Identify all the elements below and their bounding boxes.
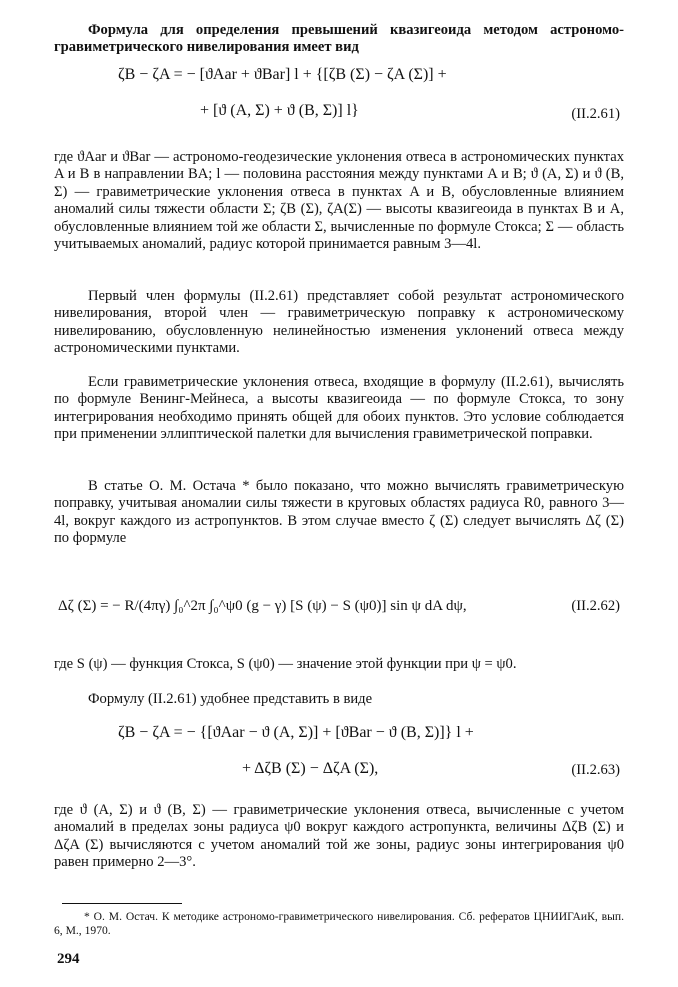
paragraph-wening-meinesz: Если гравиметрические уклонения отвеса, входящие в формулу (II.2.61), вычислять по формуле Венинг-Мейнеса, а высоты квазигеоида — по формуле Стокса, то зону интегрирования необходимо принять общей для обоих пунктов. Это условие соблюдается при применении эллиптической палетки для вычисления гравиметрической поправки. bbox=[54, 374, 624, 443]
paragraph-first-term: Первый член формулы (II.2.61) представляет собой результат астрономического нивелирования, второй член — гравиметрическую поправку к астрономическому нивелированию, обусловленную нелинейностью изменения уклонений отвеса между астрономическими пунктами. bbox=[54, 288, 624, 357]
equation-2-63-line-1: ζB − ζA = − {[ϑAar − ϑ (A, Σ)] + [ϑBar − ϑ (B, Σ)]} l + bbox=[118, 724, 474, 741]
equation-2-62: Δζ (Σ) = − R/(4πγ) ∫₀^2π ∫₀^ψ0 (g − γ) [S (ψ) − S (ψ0)] sin ψ dA dψ, bbox=[58, 598, 467, 614]
paragraph-gravimetric-deflections: где ϑ (A, Σ) и ϑ (B, Σ) — гравиметрические уклонения отвеса, вычисленные с учетом аномалий в пределах зоны радиуса ψ0 вокруг каждого астропункта, величины ΔζB (Σ) и ΔζA (Σ) вычисляются с учетом аномалий той же зоны, радиус зоны интегрирования ψ0 равен примерно 2—3°. bbox=[54, 802, 624, 871]
page-number: 294 bbox=[57, 951, 80, 967]
equation-number-2-62: (II.2.62) bbox=[571, 598, 620, 614]
equation-2-61-line-1: ζB − ζA = − [ϑAar + ϑBar] l + {[ζB (Σ) − ζA (Σ)] + bbox=[118, 66, 447, 83]
equation-number-2-63: (II.2.63) bbox=[571, 762, 620, 778]
intro-paragraph: Формула для определения превышений квазигеоида методом астрономо-гравиметрического нивелирования имеет вид bbox=[54, 22, 624, 56]
footnote-divider bbox=[62, 903, 182, 904]
paragraph-stokes-function: где S (ψ) — функция Стокса, S (ψ0) — значение этой функции при ψ = ψ0. bbox=[54, 656, 517, 672]
equation-number-2-61: (II.2.61) bbox=[571, 106, 620, 122]
equation-2-63-line-2: + ΔζB (Σ) − ΔζA (Σ), bbox=[242, 760, 379, 777]
equation-2-61-line-2: + [ϑ (A, Σ) + ϑ (B, Σ)] l} bbox=[200, 102, 359, 119]
paragraph-convenient-form: Формулу (II.2.61) удобнее представить в виде bbox=[88, 691, 373, 707]
paragraph-ostach: В статье О. М. Остача * было показано, что можно вычислять гравиметрическую поправку, учитывая аномалии силы тяжести в круговых областях радиуса R0, равного 3—4l, вокруг каждого из астропунктов. В этом случае вместо ζ (Σ) следует вычислять Δζ (Σ) по формуле bbox=[54, 478, 624, 547]
footnote: * О. М. Остач. К методике астрономо-гравиметрического нивелирования. Сб. рефератов ЦНИИГАиК, вып. 6, М., 1970. bbox=[54, 910, 624, 937]
paragraph-definitions: где ϑAar и ϑBar — астрономо-геодезические уклонения отвеса в астрономических пунктах A и B в направлении BA; l — половина расстояния между пунктами A и B; ϑ (A, Σ) и ϑ (B, Σ) — гравиметрические уклонения отвеса в пунктах A и B, обусловленные влиянием аномалий силы тяжести области Σ; ζB (Σ), ζA(Σ) — высоты квазигеоида в пунктах B и A, обусловленные влиянием той же области Σ, вычисленные по формуле Стокса; Σ — область учитываемых аномалий, радиус которой принимается равным 3—4l. bbox=[54, 149, 624, 253]
